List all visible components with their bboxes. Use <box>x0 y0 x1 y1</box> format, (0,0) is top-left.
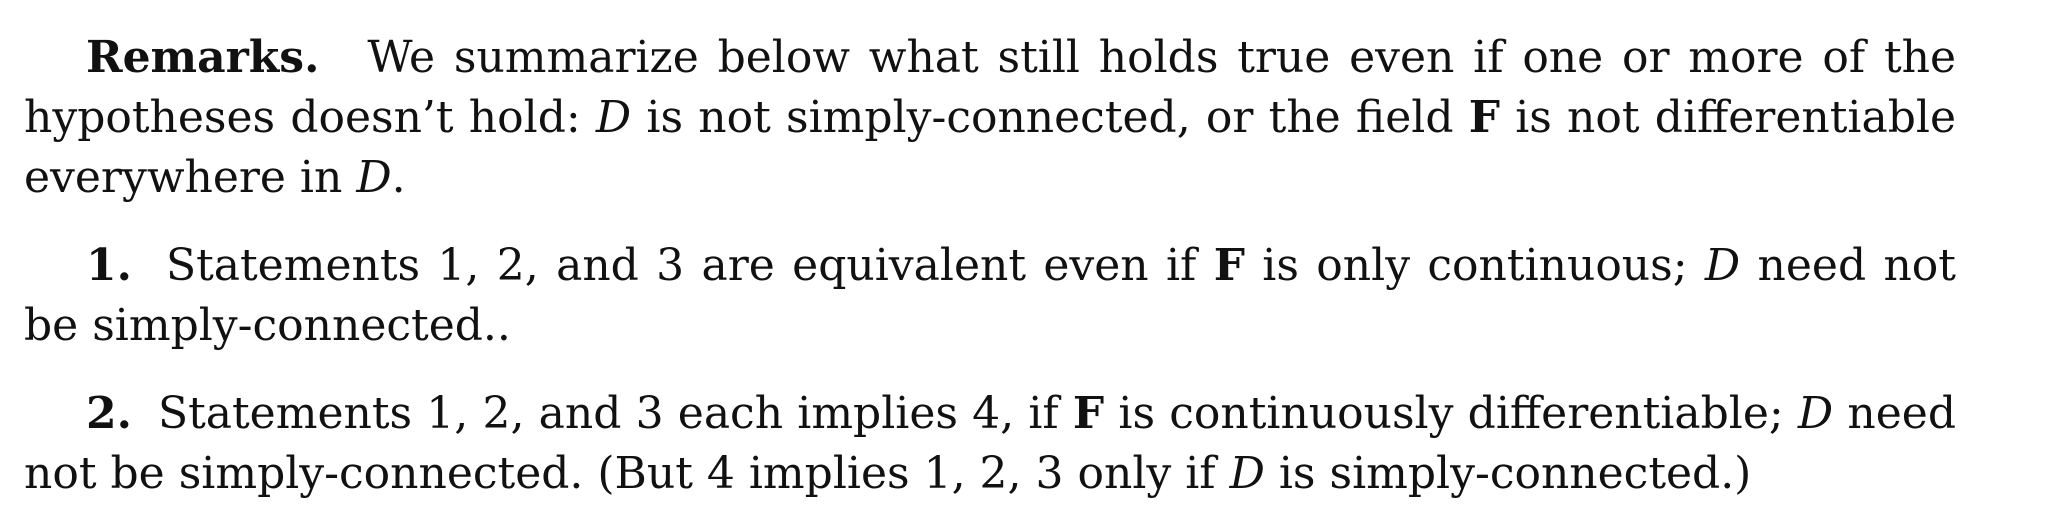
remarks-text: is not simply-connected, or the field <box>631 92 1469 143</box>
remarks-heading: Remarks. <box>86 32 320 83</box>
math-var-d: D <box>1797 388 1834 439</box>
item-text: is only continuous; <box>1244 240 1705 291</box>
math-var-f: F <box>1468 92 1500 143</box>
item-text: need not be simply-connected. (But 4 implies 1, 2, 3 only if <box>24 388 1956 499</box>
math-var-d: D <box>356 152 392 203</box>
document-body <box>24 28 1956 504</box>
remark-item-1 <box>24 236 1956 356</box>
item-number: 2. <box>86 388 132 439</box>
remarks-text: is not differentiable everywhere in <box>24 92 1956 203</box>
item-text: Statements 1, 2, and 3 are equivalent even if <box>165 240 1214 291</box>
remarks-text: . <box>391 152 406 203</box>
item-text: Statements 1, 2, and 3 each implies 4, if <box>157 388 1073 439</box>
math-var-d: D <box>595 92 632 143</box>
item-text: is simply-connected.) <box>1264 448 1752 499</box>
item-text: is continuously differentiable; <box>1104 388 1798 439</box>
remarks-text: We summarize below what still holds true even if one or more of the hypotheses doesn’t hold: <box>24 32 1956 143</box>
math-var-f: F <box>1213 240 1245 291</box>
math-var-d: D <box>1704 240 1741 291</box>
remarks-paragraph <box>24 28 1956 208</box>
remark-item-2 <box>24 384 1956 504</box>
math-var-f: F <box>1072 388 1105 439</box>
item-number: 1. <box>86 240 132 291</box>
math-var-d: D <box>1229 448 1265 499</box>
item-text: need not be simply-connected.. <box>24 240 1956 351</box>
